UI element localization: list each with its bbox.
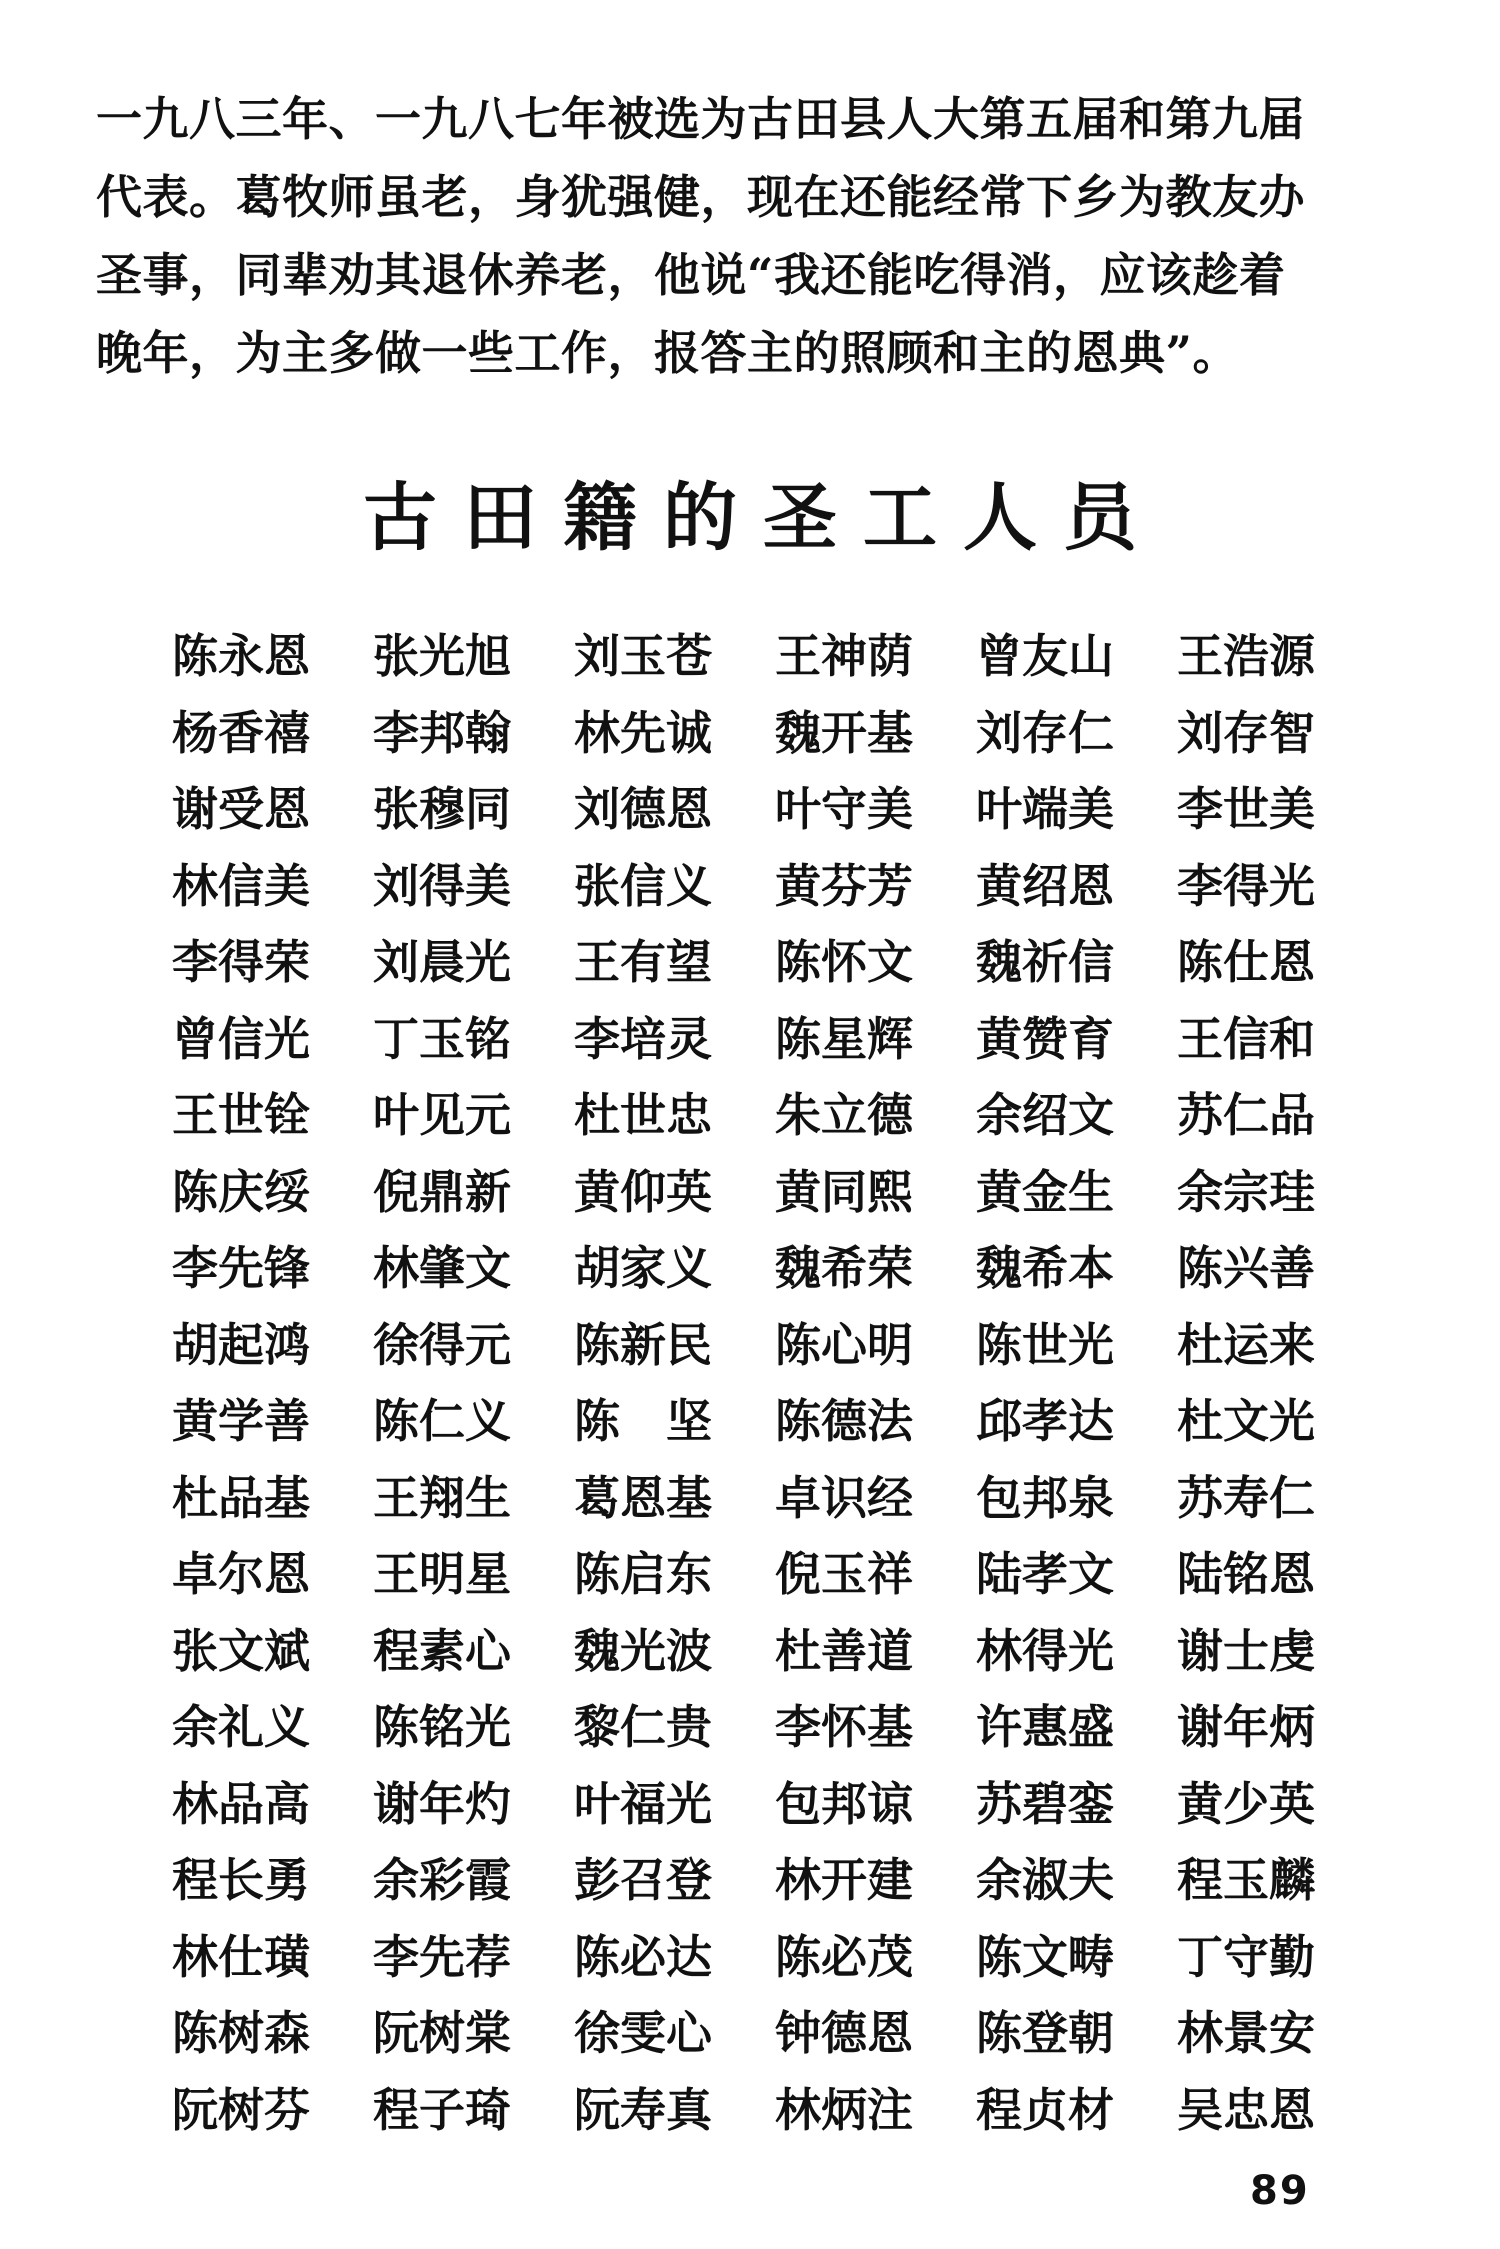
name-cell: 陈树森 <box>172 2006 310 2061</box>
names-row <box>172 692 1378 769</box>
name-cell: 陈心明 <box>775 1317 913 1372</box>
name-cell: 黄仰英 <box>574 1164 712 1219</box>
names-row <box>172 1686 1378 1763</box>
name-cell: 黄学善 <box>172 1394 310 1449</box>
name-cell: 余礼义 <box>172 1700 310 1755</box>
names-row <box>172 1227 1378 1304</box>
names-row <box>172 1916 1378 1993</box>
names-row <box>172 845 1378 922</box>
name-cell: 朱立德 <box>775 1088 913 1143</box>
name-cell: 魏光波 <box>574 1623 712 1678</box>
name-cell: 胡起鸿 <box>172 1317 310 1372</box>
names-row <box>172 615 1378 692</box>
name-cell: 包邦泉 <box>976 1470 1114 1525</box>
name-cell: 林信美 <box>172 858 310 913</box>
name-cell: 丁守勤 <box>1177 1929 1315 1984</box>
name-cell: 黄少英 <box>1177 1776 1315 1831</box>
name-cell: 卓识经 <box>775 1470 913 1525</box>
name-cell: 包邦谅 <box>775 1776 913 1831</box>
name-cell: 曾友山 <box>976 629 1114 684</box>
name-cell: 王明星 <box>373 1547 511 1602</box>
name-cell: 刘得美 <box>373 858 511 913</box>
name-cell: 王世铨 <box>172 1088 310 1143</box>
name-cell: 邱孝达 <box>976 1394 1114 1449</box>
name-cell: 陈铭光 <box>373 1700 511 1755</box>
name-cell: 叶福光 <box>574 1776 712 1831</box>
name-cell: 杜文光 <box>1177 1394 1315 1449</box>
name-cell: 谢年灼 <box>373 1776 511 1831</box>
name-cell: 李得光 <box>1177 858 1315 913</box>
name-cell: 陈新民 <box>574 1317 712 1372</box>
name-cell: 程玉麟 <box>1177 1853 1315 1908</box>
name-cell: 王浩源 <box>1177 629 1315 684</box>
name-cell: 张光旭 <box>373 629 511 684</box>
section-title: 古田籍的圣工人员 <box>363 475 1163 561</box>
name-cell: 叶守美 <box>775 782 913 837</box>
name-cell: 陈启东 <box>574 1547 712 1602</box>
name-cell: 刘晨光 <box>373 935 511 990</box>
name-cell: 谢年炳 <box>1177 1700 1315 1755</box>
name-cell: 程长勇 <box>172 1853 310 1908</box>
name-cell: 彭召登 <box>574 1853 712 1908</box>
name-cell: 叶端美 <box>976 782 1114 837</box>
name-cell: 陈世光 <box>976 1317 1114 1372</box>
name-cell: 黎仁贵 <box>574 1700 712 1755</box>
name-cell: 刘存仁 <box>976 705 1114 760</box>
name-cell: 林先诚 <box>574 705 712 760</box>
name-cell: 阮树芬 <box>172 2082 310 2137</box>
name-cell: 程贞材 <box>976 2082 1114 2137</box>
name-cell: 杜善道 <box>775 1623 913 1678</box>
name-cell: 程素心 <box>373 1623 511 1678</box>
names-row <box>172 1457 1378 1534</box>
name-cell: 曾信光 <box>172 1011 310 1066</box>
name-cell: 林景安 <box>1177 2006 1315 2061</box>
name-cell: 陈德法 <box>775 1394 913 1449</box>
name-cell: 林仕璜 <box>172 1929 310 1984</box>
name-cell: 葛恩基 <box>574 1470 712 1525</box>
name-cell: 刘德恩 <box>574 782 712 837</box>
name-cell: 陈仁义 <box>373 1394 511 1449</box>
name-cell: 陈怀文 <box>775 935 913 990</box>
name-cell: 苏碧銮 <box>976 1776 1114 1831</box>
name-cell: 李世美 <box>1177 782 1315 837</box>
name-cell: 林得光 <box>976 1623 1114 1678</box>
name-cell: 余宗珪 <box>1177 1164 1315 1219</box>
name-cell: 钟德恩 <box>775 2006 913 2061</box>
name-cell: 倪玉祥 <box>775 1547 913 1602</box>
name-cell: 林炳注 <box>775 2082 913 2137</box>
name-cell: 李先荐 <box>373 1929 511 1984</box>
name-cell: 魏希荣 <box>775 1241 913 1296</box>
name-cell: 陈仕恩 <box>1177 935 1315 990</box>
names-row <box>172 1074 1378 1151</box>
name-cell: 阮树棠 <box>373 2006 511 2061</box>
name-cell: 吴忠恩 <box>1177 2082 1315 2137</box>
name-cell: 魏希本 <box>976 1241 1114 1296</box>
names-row <box>172 1839 1378 1916</box>
name-cell: 杜品基 <box>172 1470 310 1525</box>
name-cell: 陈文畴 <box>976 1929 1114 1984</box>
names-row <box>172 1533 1378 1610</box>
name-cell: 王神荫 <box>775 629 913 684</box>
paragraph-line: 圣事，同辈劝其退休养老，他说“我还能吃得消，应该趁着 <box>96 248 1286 302</box>
name-cell: 李培灵 <box>574 1011 712 1066</box>
names-row <box>172 1610 1378 1687</box>
name-cell: 陈星辉 <box>775 1011 913 1066</box>
name-cell: 丁玉铭 <box>373 1011 511 1066</box>
name-cell: 李邦翰 <box>373 705 511 760</box>
name-cell: 余绍文 <box>976 1088 1114 1143</box>
name-cell: 王信和 <box>1177 1011 1315 1066</box>
name-cell: 许惠盛 <box>976 1700 1114 1755</box>
name-cell: 陈 坚 <box>574 1394 712 1449</box>
paragraph-line: 一九八三年、一九八七年被选为古田县人大第五届和第九届 <box>96 92 1305 146</box>
names-row <box>172 1763 1378 1840</box>
name-cell: 陈永恩 <box>172 629 310 684</box>
name-cell: 陆铭恩 <box>1177 1547 1315 1602</box>
name-cell: 苏寿仁 <box>1177 1470 1315 1525</box>
name-cell: 黄同熙 <box>775 1164 913 1219</box>
names-table <box>172 615 1378 2145</box>
name-cell: 林开建 <box>775 1853 913 1908</box>
name-cell: 阮寿真 <box>574 2082 712 2137</box>
name-cell: 林肇文 <box>373 1241 511 1296</box>
names-row <box>172 1380 1378 1457</box>
name-cell: 杨香禧 <box>172 705 310 760</box>
name-cell: 苏仁品 <box>1177 1088 1315 1143</box>
name-cell: 杜运来 <box>1177 1317 1315 1372</box>
name-cell: 刘存智 <box>1177 705 1315 760</box>
name-cell: 卓尔恩 <box>172 1547 310 1602</box>
names-row <box>172 768 1378 845</box>
name-cell: 李先锋 <box>172 1241 310 1296</box>
name-cell: 黄芬芳 <box>775 858 913 913</box>
name-cell: 叶见元 <box>373 1088 511 1143</box>
name-cell: 王有望 <box>574 935 712 990</box>
page-number: 89 <box>1250 2168 1310 2214</box>
names-row <box>172 1992 1378 2069</box>
name-cell: 杜世忠 <box>574 1088 712 1143</box>
name-cell: 胡家义 <box>574 1241 712 1296</box>
name-cell: 黄绍恩 <box>976 858 1114 913</box>
names-row <box>172 2069 1378 2146</box>
name-cell: 魏祈信 <box>976 935 1114 990</box>
name-cell: 余彩霞 <box>373 1853 511 1908</box>
name-cell: 程子琦 <box>373 2082 511 2137</box>
name-cell: 陆孝文 <box>976 1547 1114 1602</box>
name-cell: 张文斌 <box>172 1623 310 1678</box>
name-cell: 李得荣 <box>172 935 310 990</box>
name-cell: 余淑夫 <box>976 1853 1114 1908</box>
name-cell: 李怀基 <box>775 1700 913 1755</box>
names-row <box>172 998 1378 1075</box>
name-cell: 陈必达 <box>574 1929 712 1984</box>
name-cell: 王翔生 <box>373 1470 511 1525</box>
name-cell: 徐雯心 <box>574 2006 712 2061</box>
names-row <box>172 1151 1378 1228</box>
name-cell: 张信义 <box>574 858 712 913</box>
name-cell: 张穆同 <box>373 782 511 837</box>
name-cell: 谢士虔 <box>1177 1623 1315 1678</box>
name-cell: 魏开基 <box>775 705 913 760</box>
name-cell: 刘玉苍 <box>574 629 712 684</box>
name-cell: 陈登朝 <box>976 2006 1114 2061</box>
name-cell: 徐得元 <box>373 1317 511 1372</box>
body-paragraph <box>96 80 1416 392</box>
names-row <box>172 921 1378 998</box>
name-cell: 黄赞育 <box>976 1011 1114 1066</box>
name-cell: 陈必茂 <box>775 1929 913 1984</box>
name-cell: 林品高 <box>172 1776 310 1831</box>
name-cell: 陈庆绥 <box>172 1164 310 1219</box>
paragraph-line: 晚年，为主多做一些工作，报答主的照顾和主的恩典”。 <box>96 326 1239 380</box>
name-cell: 陈兴善 <box>1177 1241 1315 1296</box>
name-cell: 倪鼎新 <box>373 1164 511 1219</box>
names-row <box>172 1304 1378 1381</box>
name-cell: 黄金生 <box>976 1164 1114 1219</box>
name-cell: 谢受恩 <box>172 782 310 837</box>
paragraph-line: 代表。葛牧师虽老，身犹强健，现在还能经常下乡为教友办 <box>96 170 1305 224</box>
